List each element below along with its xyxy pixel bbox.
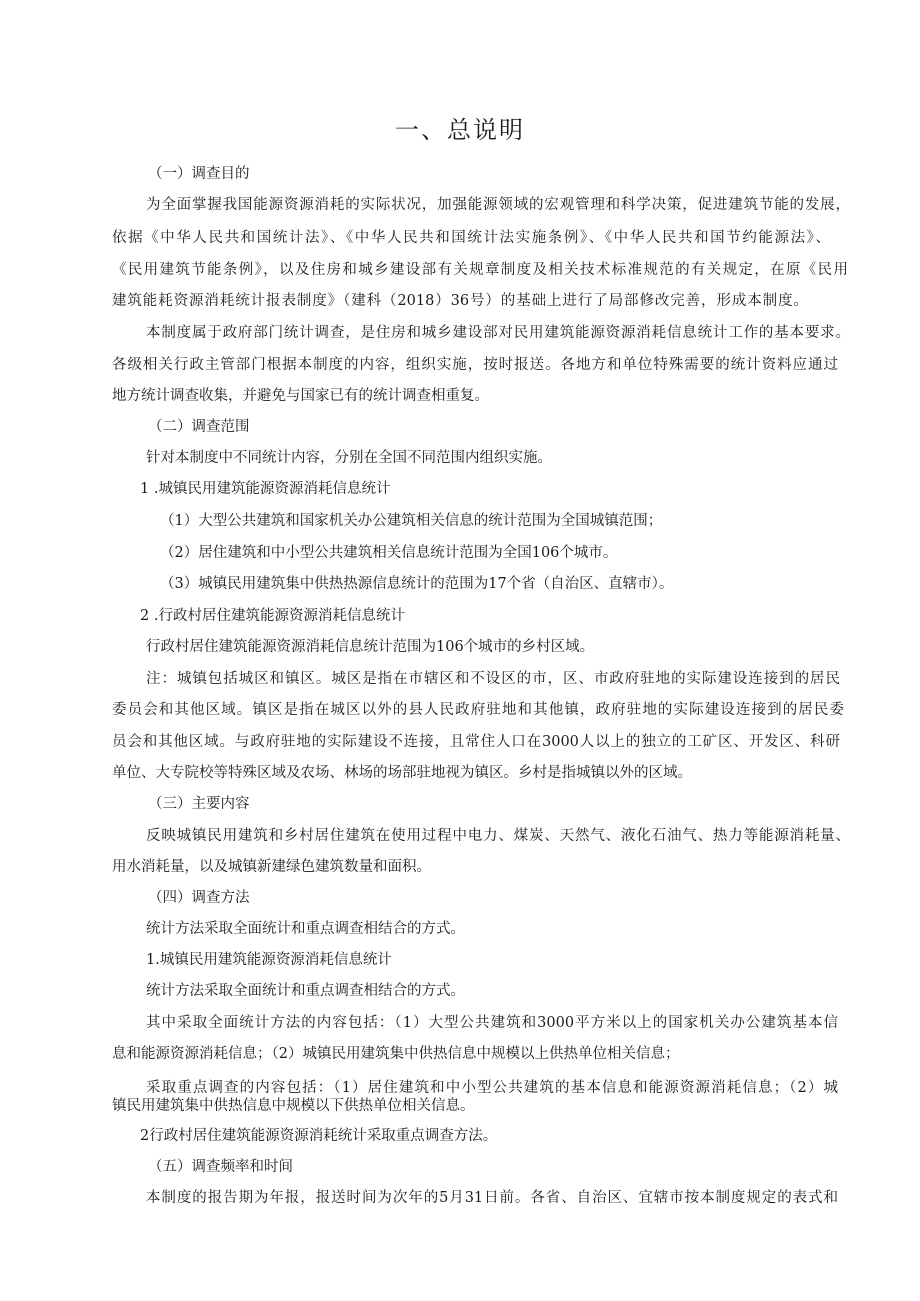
paragraph-line: 针对本制度中不同统计内容，分别在全国不同范围内组织实施。 [146, 450, 552, 466]
paragraph-line: 为全面掌握我国能源资源消耗的实际状况，加强能源领域的宏观管理和科学决策，促进建筑节能的发展， [146, 197, 850, 213]
paragraph-line: 依据《中华人民共和国统计法》、《中华人民共和国统计法实施条例》、《中华人民共和国节约能源法》、 [112, 230, 830, 246]
paragraph-line: 2行政村居住建筑能源资源消耗统计采取重点调查方法。 [140, 1128, 498, 1144]
paragraph-line: 统计方法采取全面统计和重点调查相结合的方式。 [146, 983, 465, 999]
list-item: （1）大型公共建筑和国家机关办公建筑相关信息的统计范围为全国城镇范围； [160, 513, 663, 529]
paragraph-line: 息和能源资源消耗信息；（2）城镇民用建筑集中供热信息中规模以上供热单位相关信息； [112, 1046, 680, 1062]
paragraph-line: 行政村居住建筑能源资源消耗信息统计范围为106个城市的乡村区域。 [146, 639, 595, 655]
paragraph-line: 各级相关行政主管部门根据本制度的内容，组织实施，按时报送。各地方和单位特殊需要的统计资料应通过 [112, 357, 838, 373]
paragraph-line: 反映城镇民用建筑和乡村居住建筑在使用过程中电力、煤炭、天然气、液化石油气、热力等能源消耗量、 [146, 828, 850, 844]
paragraph-line: 本制度的报告期为年报，报送时间为次年的5月31日前。各省、自治区、宜辖市按本制度规定的表式和 [146, 1190, 838, 1206]
paragraph-line: 统计方法采取全面统计和重点调查相结合的方式。 [146, 921, 465, 937]
paragraph-line: 其中采取全面统计方法的内容包括：（1）大型公共建筑和3000平方米以上的国家机关办公建筑基本信 [146, 1015, 838, 1031]
paragraph-line: 地方统计调查收集，并避免与国家已有的统计调查相重复。 [112, 388, 489, 404]
paragraph-line: 镇民用建筑集中供热信息中规模以下供热单位相关信息。 [112, 1098, 475, 1114]
list-item: （3）城镇民用建筑集中供热热源信息统计的范围为17个省（自治区、直辖市）。 [160, 576, 674, 592]
subheading: 2 .行政村居住建筑能源资源消耗信息统计 [140, 608, 405, 624]
paragraph-line: 本制度属于政府部门统计调查，是住房和城乡建设部对民用建筑能源资源消耗信息统计工作的基本要求。 [146, 325, 850, 341]
note-line: 注：城镇包括城区和镇区。城区是指在市辖区和不设区的市，区、市政府驻地的实际建设连接到的居民 [146, 671, 840, 687]
section-heading-purpose: （一）调查目的 [148, 166, 250, 182]
page-title: 一、总说明 [395, 116, 525, 144]
section-heading-method: （四）调查方法 [148, 890, 250, 906]
paragraph-line: 《民用建筑节能条例》，以及住房和城乡建设部有关规章制度及相关技术标准规范的有关规定，在原《民用 [112, 262, 848, 278]
note-line: 员会和其他区域。与政府驻地的实际建设不连接，且常住人口在3000人以上的独立的工矿区、开发区、科研 [112, 734, 840, 750]
subheading: 1.城镇民用建筑能源资源消耗信息统计 [146, 952, 392, 968]
section-heading-scope: （二）调查范围 [148, 419, 250, 435]
note-line: 委员会和其他区域。镇区是指在城区以外的县人民政府驻地和其他镇，政府驻地的实际建设连接到的居民委 [112, 702, 844, 718]
paragraph-line: 建筑能耗资源消耗统计报表制度》（建科（2018）36号）的基础上进行了局部修改完善，形成本制度。 [112, 293, 808, 309]
subheading: 1 .城镇民用建筑能源资源消耗信息统计 [140, 481, 391, 497]
paragraph-line: 采取重点调查的内容包括：（1）居住建筑和中小型公共建筑的基本信息和能源资源消耗信息；（2）城 [146, 1080, 838, 1096]
list-item: （2）居住建筑和中小型公共建筑相关信息统计范围为全国106个城市。 [160, 545, 618, 561]
section-heading-content: （三）主要内容 [148, 796, 250, 812]
section-heading-frequency: （五）调查频率和时间 [148, 1159, 293, 1175]
paragraph-line: 用水消耗量，以及城镇新建绿色建筑数量和面积。 [112, 859, 431, 875]
note-line: 单位、大专院校等特殊区域及农场、林场的场部驻地视为镇区。乡村是指城镇以外的区域。 [112, 765, 692, 781]
